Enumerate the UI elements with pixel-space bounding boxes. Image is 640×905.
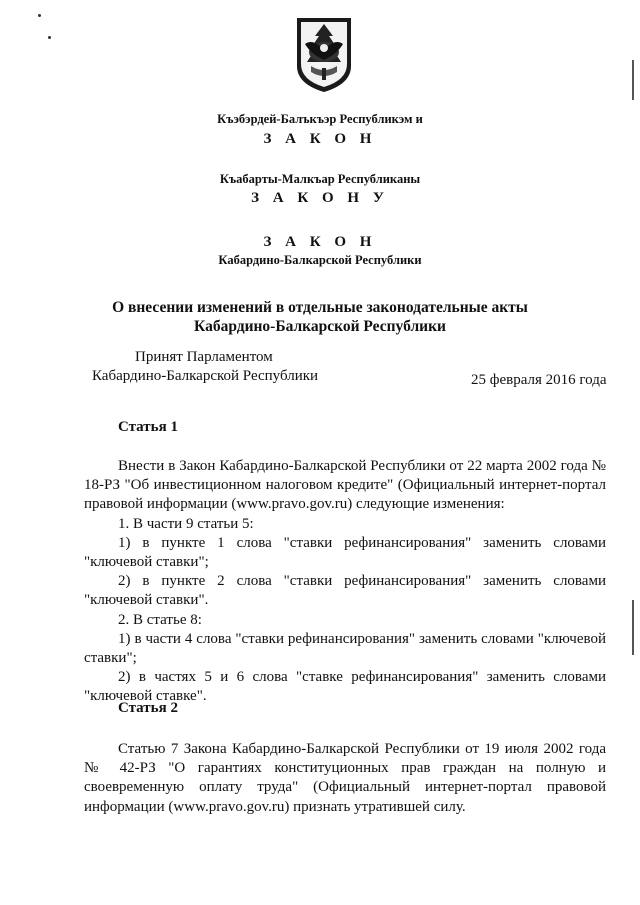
article2-heading: Статья 2 xyxy=(118,700,178,716)
article1-item: 1) в части 4 слова "ставки рефинансирования" заменить словами "ключевой ставки"; xyxy=(84,630,606,667)
adoption-date: 25 февраля 2016 года xyxy=(471,372,607,388)
article1-item: 2) в пункте 2 слова "ставки рефинансирования" заменить словами "ключевой ставки". xyxy=(84,573,606,609)
adoption-line2: Кабардино-Балкарской Республики xyxy=(92,368,319,384)
document-title-line2: Кабардино-Балкарской Республики xyxy=(194,318,446,335)
coat-of-arms-emblem xyxy=(293,14,355,94)
article1-heading: Статья 1 xyxy=(118,419,178,435)
adoption-line1: Принят Парламентом xyxy=(135,349,273,365)
header-russian: Кабардино-Балкарской Республики xyxy=(218,253,422,267)
scan-edge-mark xyxy=(632,600,634,655)
scan-speck xyxy=(38,14,41,17)
document-title-line1: О внесении изменений в отдельные законодательные акты xyxy=(112,299,528,316)
article1-intro: Внести в Закон Кабардино-Балкарской Республики от 22 марта 2002 года № 18-РЗ "Об инвестиционном налоговом кредите" (Официальный интернет-портал правовой информации (www.pravo.gov.ru) следующие изменения: xyxy=(84,458,606,513)
article1-item: 2) в частях 5 и 6 слова "ставке рефинансирования" заменить словами "ключевой ставке". xyxy=(84,669,606,705)
article1-item: 1. В части 9 статьи 5: xyxy=(118,515,254,532)
scan-edge-mark xyxy=(632,60,634,100)
header-law-balkar: З А К О Н У xyxy=(251,190,389,206)
header-kabardian: Къэбэрдей-Балъкъэр Республикэм и xyxy=(217,112,423,126)
header-law-kabardian: З А К О Н xyxy=(263,131,377,147)
article2-text: Статью 7 Закона Кабардино-Балкарской Республики от 19 июля 2002 года № 42-РЗ "О гарантиях конституционных прав граждан на полную и своевременную оплату труда" (Официальный интернет-портал правовой информации (www.pravo.gov.ru) признать утратившей силу. xyxy=(84,741,606,815)
article1-body xyxy=(84,457,606,707)
scan-speck xyxy=(48,36,51,39)
header-law-russian: З А К О Н xyxy=(263,234,377,250)
header-balkar: Къабарты-Малкъар Республиканы xyxy=(219,172,421,186)
article2-body xyxy=(84,740,606,817)
article1-item: 1) в пункте 1 слова "ставки рефинансирования" заменить словами "ключевой ставки"; xyxy=(84,534,606,571)
article1-item: 2. В статье 8: xyxy=(118,611,202,628)
